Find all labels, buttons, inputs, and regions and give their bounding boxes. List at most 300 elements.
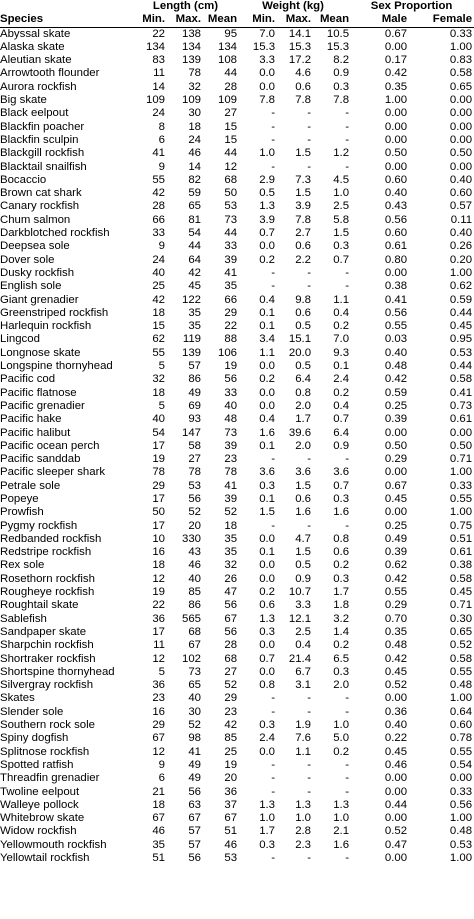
cell-female-proportion: 1.00 — [449, 266, 473, 279]
cell-weight-mean: 0.2 — [333, 639, 350, 652]
cell-female-proportion: 0.55 — [449, 492, 473, 505]
cell-species: Harlequin rockfish — [0, 320, 92, 333]
cell-length-max: 24 — [188, 133, 201, 146]
cell-length-min: 109 — [145, 94, 165, 107]
table-row — [0, 254, 474, 267]
cell-weight-min: 0.1 — [259, 492, 276, 505]
cell-species: Redstripe rockfish — [0, 546, 92, 559]
table-row — [0, 347, 474, 360]
cell-female-proportion: 1.00 — [449, 40, 473, 53]
cell-female-proportion: 0.55 — [449, 745, 473, 758]
header-length-mean: Mean — [201, 13, 237, 27]
cell-species: Chum salmon — [0, 213, 71, 226]
cell-male-proportion: 0.25 — [384, 399, 408, 412]
cell-weight-max: 0.6 — [295, 492, 312, 505]
cell-length-max: 565 — [181, 612, 201, 625]
cell-length-max: 122 — [181, 293, 201, 306]
table-row — [0, 506, 474, 519]
cell-female-proportion: 0.60 — [449, 719, 473, 732]
cell-length-min: 11 — [153, 639, 165, 652]
table-row — [0, 94, 474, 107]
cell-weight-min: - — [271, 266, 276, 279]
cell-length-min: 67 — [152, 732, 165, 745]
cell-weight-mean: - — [345, 705, 350, 718]
cell-length-mean: 78 — [224, 466, 238, 479]
cell-male-proportion: 0.55 — [384, 586, 408, 599]
cell-length-mean: 53 — [224, 852, 238, 864]
table-row — [0, 653, 474, 666]
cell-weight-min: 0.0 — [259, 559, 276, 572]
cell-weight-min: - — [271, 120, 276, 133]
cell-female-proportion: 0.64 — [449, 705, 473, 718]
cell-length-max: 57 — [188, 838, 201, 851]
cell-female-proportion: 0.53 — [449, 838, 473, 851]
cell-length-mean: 56 — [224, 625, 238, 638]
cell-species: Twoline eelpout — [0, 785, 80, 798]
cell-length-mean: 50 — [224, 187, 238, 200]
cell-weight-max: 6.7 — [295, 665, 312, 678]
cell-female-proportion: 0.53 — [449, 346, 473, 359]
cell-female-proportion: 0.52 — [449, 639, 473, 652]
cell-length-min: 5 — [158, 665, 165, 678]
cell-length-mean: 35 — [224, 532, 238, 545]
cell-species: Black eelpout — [0, 107, 69, 120]
cell-length-mean: 108 — [218, 54, 238, 67]
cell-length-min: 15 — [152, 320, 165, 333]
cell-length-max: 98 — [188, 732, 201, 745]
table-row — [0, 759, 474, 772]
cell-weight-min: - — [271, 692, 276, 705]
cell-weight-mean: 0.7 — [333, 253, 350, 266]
cell-male-proportion: 0.47 — [384, 838, 408, 851]
cell-male-proportion: 0.52 — [384, 825, 408, 838]
table-row — [0, 706, 474, 719]
cell-species: Whitebrow skate — [0, 812, 85, 825]
cell-length-mean: 66 — [224, 293, 238, 306]
cell-weight-max: 3.3 — [295, 599, 312, 612]
cell-female-proportion: 1.00 — [449, 692, 473, 705]
cell-length-mean: 27 — [224, 107, 238, 120]
cell-weight-max: 6.4 — [295, 373, 312, 386]
cell-weight-min: 0.3 — [259, 719, 276, 732]
cell-male-proportion: 0.22 — [384, 732, 408, 745]
cell-length-min: 8 — [158, 120, 165, 133]
cell-weight-mean: 7.8 — [333, 94, 350, 107]
cell-weight-max: 7.8 — [295, 94, 312, 107]
cell-female-proportion: 0.58 — [449, 67, 473, 80]
cell-species: Sharpchin rockfish — [0, 639, 94, 652]
cell-weight-max: - — [307, 133, 312, 146]
cell-length-mean: 37 — [224, 798, 238, 811]
cell-species: Brown cat shark — [0, 187, 82, 200]
cell-female-proportion: 0.33 — [449, 785, 473, 798]
table-row — [0, 732, 474, 745]
cell-weight-min: 0.0 — [259, 639, 276, 652]
header-weight-min: Min. — [237, 13, 275, 27]
cell-female-proportion: 0.71 — [449, 599, 473, 612]
cell-length-min: 42 — [152, 293, 165, 306]
table-row — [0, 280, 474, 293]
cell-weight-max: 2.7 — [295, 227, 312, 240]
cell-length-min: 35 — [152, 838, 165, 851]
cell-length-max: 134 — [181, 40, 201, 53]
cell-weight-mean: 1.6 — [333, 506, 350, 519]
cell-weight-min: 0.0 — [259, 572, 276, 585]
cell-weight-min: - — [271, 758, 276, 771]
cell-male-proportion: 0.29 — [384, 599, 408, 612]
cell-weight-max: 0.6 — [295, 240, 312, 253]
table-row — [0, 187, 474, 200]
cell-length-min: 24 — [152, 107, 165, 120]
cell-species: Silvergray rockfish — [0, 679, 94, 692]
cell-length-max: 73 — [188, 665, 201, 678]
cell-male-proportion: 0.56 — [384, 213, 408, 226]
cell-weight-mean: 0.4 — [333, 306, 350, 319]
cell-female-proportion: 1.00 — [449, 812, 473, 825]
cell-weight-max: 0.6 — [295, 80, 312, 93]
cell-length-max: 78 — [188, 466, 201, 479]
cell-weight-min: 2.9 — [259, 173, 276, 186]
cell-length-min: 28 — [152, 200, 165, 213]
cell-weight-max: 12.1 — [288, 612, 312, 625]
cell-length-min: 18 — [152, 386, 165, 399]
cell-male-proportion: 0.35 — [384, 80, 408, 93]
cell-weight-max: 1.0 — [295, 812, 312, 825]
cell-species: Sandpaper skate — [0, 625, 87, 638]
cell-female-proportion: 0.75 — [449, 519, 473, 532]
cell-length-min: 18 — [152, 306, 165, 319]
cell-weight-min: 0.4 — [259, 413, 276, 426]
cell-weight-min: 0.0 — [259, 386, 276, 399]
cell-female-proportion: 0.00 — [449, 133, 473, 146]
cell-species: Petrale sole — [0, 479, 61, 492]
cell-length-min: 42 — [152, 187, 165, 200]
cell-length-max: 64 — [188, 253, 201, 266]
cell-species: Shortspine thornyhead — [0, 665, 115, 678]
cell-weight-mean: - — [345, 785, 350, 798]
cell-length-max: 46 — [188, 559, 201, 572]
cell-weight-mean: 1.7 — [333, 586, 350, 599]
cell-length-mean: 109 — [218, 94, 238, 107]
cell-weight-max: 1.5 — [295, 147, 312, 160]
cell-weight-max: 9.8 — [295, 293, 312, 306]
cell-species: Dover sole — [0, 253, 55, 266]
cell-weight-mean: - — [345, 852, 350, 864]
cell-male-proportion: 0.00 — [384, 785, 408, 798]
cell-length-min: 24 — [152, 253, 165, 266]
cell-length-mean: 41 — [224, 266, 238, 279]
cell-length-mean: 27 — [224, 665, 238, 678]
cell-length-min: 50 — [152, 506, 165, 519]
cell-length-mean: 51 — [224, 825, 238, 838]
cell-length-min: 22 — [152, 27, 165, 40]
cell-weight-mean: 2.4 — [333, 373, 350, 386]
cell-female-proportion: 0.00 — [449, 94, 473, 107]
cell-weight-min: 1.7 — [259, 825, 276, 838]
cell-species: Widow rockfish — [0, 825, 77, 838]
cell-weight-max: 7.8 — [295, 213, 312, 226]
cell-male-proportion: 0.50 — [384, 439, 408, 452]
cell-species: Deepsea sole — [0, 240, 70, 253]
cell-species: Prowfish — [0, 506, 44, 519]
cell-weight-min: 0.2 — [259, 373, 276, 386]
cell-weight-max: 0.5 — [295, 320, 312, 333]
cell-female-proportion: 0.58 — [449, 373, 473, 386]
cell-length-mean: 28 — [224, 80, 238, 93]
cell-weight-mean: 5.8 — [333, 213, 350, 226]
table-row — [0, 294, 474, 307]
cell-length-mean: 25 — [224, 745, 238, 758]
cell-weight-max: 0.5 — [295, 559, 312, 572]
cell-length-min: 17 — [152, 492, 165, 505]
cell-weight-max: 1.5 — [295, 187, 312, 200]
cell-species: English sole — [0, 280, 62, 293]
cell-length-mean: 33 — [224, 386, 238, 399]
cell-length-mean: 26 — [224, 572, 238, 585]
cell-length-max: 43 — [188, 546, 201, 559]
header-female: Female — [407, 13, 474, 27]
cell-weight-mean: 0.4 — [333, 399, 350, 412]
cell-length-min: 36 — [152, 679, 165, 692]
cell-weight-max: 17.2 — [288, 54, 312, 67]
cell-length-min: 17 — [152, 519, 165, 532]
table-row — [0, 559, 474, 572]
cell-female-proportion: 1.00 — [449, 852, 473, 864]
cell-male-proportion: 0.29 — [384, 453, 408, 466]
cell-length-max: 35 — [188, 306, 201, 319]
cell-species: Dusky rockfish — [0, 266, 75, 279]
cell-weight-max: - — [307, 758, 312, 771]
cell-length-mean: 44 — [224, 147, 238, 160]
cell-weight-max: - — [307, 692, 312, 705]
cell-female-proportion: 0.00 — [449, 160, 473, 173]
cell-male-proportion: 0.67 — [384, 27, 408, 40]
cell-weight-max: 15.3 — [288, 40, 312, 53]
cell-length-mean: 44 — [224, 67, 238, 80]
table-row — [0, 692, 474, 705]
cell-length-mean: 40 — [224, 399, 238, 412]
cell-weight-min: - — [271, 133, 276, 146]
table-header — [0, 0, 474, 27]
cell-female-proportion: 0.44 — [449, 360, 473, 373]
cell-length-max: 102 — [181, 652, 201, 665]
table-row — [0, 400, 474, 413]
cell-weight-max: 1.7 — [295, 413, 312, 426]
cell-weight-mean: 0.2 — [333, 559, 350, 572]
cell-male-proportion: 0.80 — [384, 253, 408, 266]
table-row — [0, 427, 474, 440]
table-row — [0, 387, 474, 400]
cell-female-proportion: 0.51 — [449, 532, 473, 545]
cell-length-min: 21 — [152, 785, 165, 798]
cell-length-max: 63 — [188, 798, 201, 811]
cell-weight-max: 0.5 — [295, 360, 312, 373]
cell-weight-min: 3.3 — [259, 54, 276, 67]
cell-female-proportion: 0.58 — [449, 572, 473, 585]
table-row — [0, 679, 474, 692]
cell-length-max: 86 — [188, 599, 201, 612]
table-row — [0, 786, 474, 799]
cell-length-mean: 52 — [224, 679, 238, 692]
cell-weight-mean: 0.8 — [333, 532, 350, 545]
cell-weight-mean: 0.7 — [333, 479, 350, 492]
cell-species: Popeye — [0, 492, 39, 505]
table-row — [0, 520, 474, 533]
cell-length-min: 11 — [153, 67, 165, 80]
cell-weight-mean: - — [345, 280, 350, 293]
cell-weight-mean: 3.6 — [333, 466, 350, 479]
cell-weight-max: 14.1 — [288, 27, 312, 40]
cell-length-mean: 18 — [224, 519, 238, 532]
cell-species: Arrowtooth flounder — [0, 67, 100, 80]
cell-male-proportion: 0.40 — [384, 187, 408, 200]
cell-weight-max: 2.5 — [295, 625, 312, 638]
cell-species: Sablefish — [0, 612, 47, 625]
cell-length-max: 20 — [188, 519, 201, 532]
cell-female-proportion: 0.56 — [449, 798, 473, 811]
cell-male-proportion: 0.42 — [384, 373, 408, 386]
cell-weight-max: 4.6 — [295, 67, 312, 80]
cell-species: Pacific ocean perch — [0, 439, 100, 452]
cell-length-mean: 28 — [224, 639, 238, 652]
table-row — [0, 839, 474, 852]
header-weight-max: Max. — [275, 13, 311, 27]
header-length-max: Max. — [165, 13, 201, 27]
cell-length-mean: 73 — [224, 213, 238, 226]
table-row — [0, 307, 474, 320]
cell-female-proportion: 0.48 — [449, 825, 473, 838]
cell-female-proportion: 0.50 — [449, 439, 473, 452]
table-row — [0, 852, 474, 865]
cell-male-proportion: 0.00 — [384, 772, 408, 785]
cell-length-mean: 15 — [224, 133, 238, 146]
cell-weight-min: 0.3 — [259, 479, 276, 492]
cell-species: Redbanded rockfish — [0, 532, 102, 545]
cell-male-proportion: 0.45 — [384, 492, 408, 505]
cell-length-max: 65 — [188, 200, 201, 213]
cell-male-proportion: 0.52 — [384, 679, 408, 692]
cell-length-min: 12 — [152, 572, 165, 585]
cell-weight-max: - — [307, 120, 312, 133]
cell-length-max: 81 — [188, 213, 201, 226]
cell-weight-min: - — [271, 453, 276, 466]
cell-length-max: 49 — [188, 386, 201, 399]
cell-length-mean: 39 — [224, 253, 238, 266]
header-sex-group: Sex Proportion — [370, 0, 453, 12]
table-row — [0, 147, 474, 160]
table-row — [0, 533, 474, 546]
cell-species: Spiny dogfish — [0, 732, 69, 745]
table-row — [0, 440, 474, 453]
cell-weight-mean: 2.5 — [333, 200, 350, 213]
cell-length-max: 67 — [188, 812, 201, 825]
cell-species: Rosethorn rockfish — [0, 572, 95, 585]
cell-male-proportion: 0.00 — [384, 133, 408, 146]
cell-weight-mean: 1.2 — [333, 147, 350, 160]
cell-weight-mean: - — [345, 120, 350, 133]
cell-male-proportion: 0.62 — [384, 559, 408, 572]
cell-weight-min: 0.7 — [259, 652, 276, 665]
cell-weight-min: 15.3 — [252, 40, 276, 53]
table-row — [0, 107, 474, 120]
cell-length-mean: 95 — [224, 27, 238, 40]
cell-weight-max: 0.9 — [295, 572, 312, 585]
cell-weight-mean: 2.1 — [333, 825, 350, 838]
cell-length-min: 46 — [152, 825, 165, 838]
header-weight-group: Weight (kg) — [262, 0, 324, 12]
cell-male-proportion: 0.36 — [384, 705, 408, 718]
cell-length-min: 9 — [158, 160, 165, 173]
cell-length-min: 55 — [152, 173, 165, 186]
cell-length-max: 78 — [188, 67, 201, 80]
cell-female-proportion: 1.00 — [449, 466, 473, 479]
cell-female-proportion: 0.44 — [449, 306, 473, 319]
cell-length-max: 45 — [188, 280, 201, 293]
cell-female-proportion: 0.55 — [449, 665, 473, 678]
cell-male-proportion: 0.03 — [384, 333, 408, 346]
cell-species: Shortraker rockfish — [0, 652, 96, 665]
cell-length-min: 17 — [152, 439, 165, 452]
cell-length-max: 49 — [188, 772, 201, 785]
cell-weight-mean: - — [345, 772, 350, 785]
cell-length-mean: 67 — [224, 812, 238, 825]
cell-male-proportion: 0.55 — [384, 320, 408, 333]
cell-length-min: 29 — [152, 479, 165, 492]
cell-species: Aleutian skate — [0, 54, 72, 67]
cell-weight-mean: 0.1 — [333, 360, 350, 373]
cell-female-proportion: 0.65 — [449, 80, 473, 93]
cell-male-proportion: 0.00 — [384, 852, 408, 864]
cell-weight-mean: 0.2 — [333, 745, 350, 758]
cell-male-proportion: 0.48 — [384, 360, 408, 373]
table-row — [0, 825, 474, 838]
cell-length-max: 40 — [188, 692, 201, 705]
cell-female-proportion: 0.73 — [449, 399, 473, 412]
cell-length-mean: 19 — [224, 758, 238, 771]
cell-weight-min: - — [271, 772, 276, 785]
cell-female-proportion: 0.78 — [449, 732, 473, 745]
cell-male-proportion: 0.40 — [384, 719, 408, 732]
cell-length-max: 139 — [181, 54, 201, 67]
cell-length-max: 85 — [188, 586, 201, 599]
cell-species: Walleye pollock — [0, 798, 79, 811]
cell-length-max: 93 — [188, 413, 201, 426]
cell-length-mean: 46 — [224, 838, 238, 851]
cell-male-proportion: 0.00 — [384, 160, 408, 173]
cell-male-proportion: 0.56 — [384, 306, 408, 319]
cell-male-proportion: 0.59 — [384, 386, 408, 399]
cell-species: Pacific halibut — [0, 426, 71, 439]
cell-length-min: 5 — [158, 399, 165, 412]
cell-species: Blackfin sculpin — [0, 133, 79, 146]
header-species: Species — [0, 13, 134, 27]
table-row — [0, 480, 474, 493]
cell-female-proportion: 0.83 — [449, 54, 473, 67]
cell-female-proportion: 0.95 — [449, 333, 473, 346]
cell-weight-min: 1.3 — [259, 200, 276, 213]
table-row — [0, 746, 474, 759]
cell-weight-min: 0.2 — [259, 253, 276, 266]
cell-weight-mean: 2.0 — [333, 679, 350, 692]
cell-length-max: 30 — [188, 705, 201, 718]
cell-length-min: 6 — [158, 772, 165, 785]
cell-male-proportion: 0.00 — [384, 466, 408, 479]
cell-weight-min: - — [271, 280, 276, 293]
cell-female-proportion: 0.00 — [449, 120, 473, 133]
cell-length-max: 41 — [188, 745, 201, 758]
table-row — [0, 214, 474, 227]
cell-length-mean: 56 — [224, 599, 238, 612]
